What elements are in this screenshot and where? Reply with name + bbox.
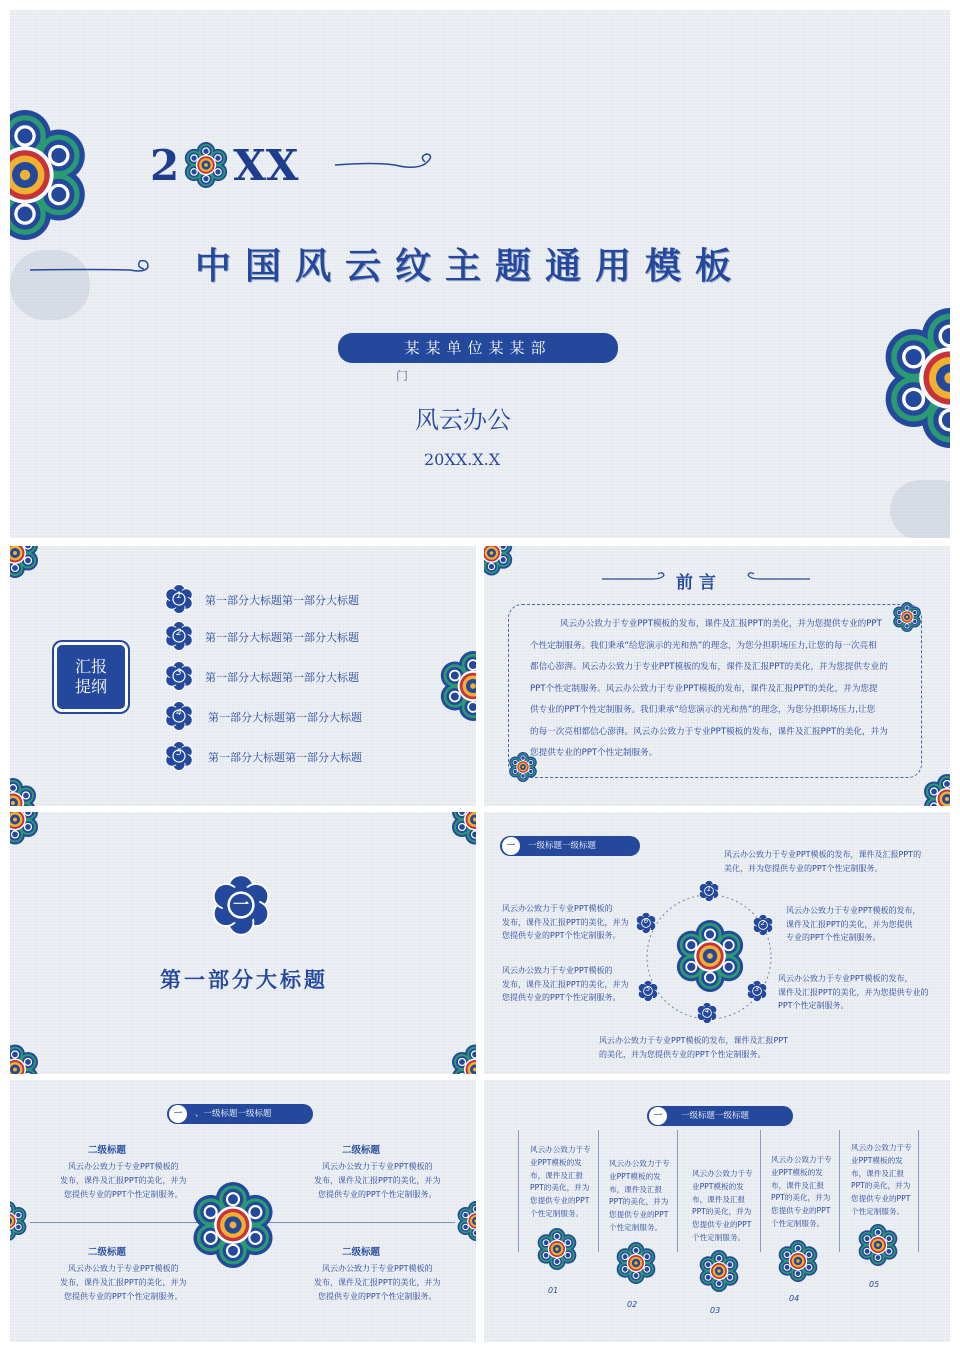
- flower-icon: [536, 1228, 578, 1270]
- column-text: [609, 1158, 670, 1235]
- cycle-text-line: PPT个性定制服务。: [778, 1001, 849, 1010]
- column-text-line: 业PPT模板的发: [609, 1171, 661, 1181]
- cloud-shape: [890, 480, 950, 538]
- toc-item-label[interactable]: 第一部分大标题第一部分大标题: [205, 631, 359, 644]
- toc-item-label[interactable]: 第一部分大标题第一部分大标题: [205, 671, 359, 684]
- column-text-line: 布，课件及汇报: [530, 1170, 584, 1180]
- cover-slide: [10, 10, 950, 538]
- column-text-line: 风云办公致力于专: [609, 1159, 670, 1168]
- column-divider: [598, 1130, 599, 1252]
- flower-icon: [777, 1240, 819, 1282]
- corner-flower-icon: [438, 646, 476, 726]
- preface-line: 供专业的PPT个性定制服务。我们秉承“给您演示的光和热”的理念，为您分担职场压力,让您: [530, 705, 876, 715]
- column-divider: [839, 1130, 840, 1252]
- toc-item-label[interactable]: 第一部分大标题第一部分大标题: [205, 594, 359, 607]
- flower-icon: [615, 1242, 657, 1284]
- tag-num: 一: [502, 837, 520, 855]
- corner-flower-icon: [450, 1042, 476, 1074]
- section-title: 第一部分大标题: [160, 968, 328, 992]
- toc-item-label[interactable]: 第一部分大标题第一部分大标题: [208, 751, 362, 764]
- corner-flower-icon: [10, 1042, 40, 1074]
- tag-label: 一级标题一级标题: [528, 841, 597, 851]
- cycle-text-line: 课件及汇报PPT的美化，并为您提供专业的: [778, 987, 929, 997]
- title-swirl-right-icon: [740, 571, 810, 587]
- year-flower-icon: [183, 142, 229, 188]
- cycle-text-block: [502, 964, 629, 1005]
- quad-heading: 二级标题: [342, 1247, 381, 1258]
- swirl-line-icon: [335, 150, 455, 180]
- cycle-text-block: [502, 902, 629, 943]
- quad-body: [314, 1160, 441, 1202]
- year-title: [150, 140, 298, 190]
- quad-body: [60, 1160, 187, 1202]
- cycle-text-line: 风云办公致力于专业PPT模板的: [502, 966, 613, 975]
- cycle-node-num: 3: [754, 985, 760, 993]
- column-text-line: 风云办公致力于专: [851, 1143, 912, 1152]
- quad-body-line: 您提供专业的PPT个性定制服务。: [64, 1190, 183, 1199]
- column-text-line: 业PPT模板的发: [692, 1181, 744, 1191]
- toc-item-num: 5: [176, 748, 182, 758]
- column-num: 03: [710, 1306, 721, 1315]
- flower-icon: [698, 1250, 740, 1292]
- corner-flower-icon: [10, 1198, 28, 1244]
- section-num: 一: [232, 895, 249, 914]
- preface-line: 都信心澎湃。风云办公致力于专业PPT模板的发布，课件及汇报PPT的美化，并为您提供专业的: [530, 662, 888, 672]
- quad-slide: [10, 1080, 476, 1342]
- cycle-text-line: 发布，课件及汇报PPT的美化，并为: [502, 979, 629, 989]
- unit-line2: 门: [396, 369, 409, 383]
- column-text-line: 布，课件及汇报: [771, 1180, 825, 1190]
- cycle-text-line: 风云办公致力于专业PPT模板的发布，课件及汇报PPT: [599, 1036, 789, 1045]
- preface-line: PPT个性定制服务。风云办公致力于专业PPT模板的发布，课件及汇报PPT的美化，并为您提: [530, 683, 878, 694]
- column-text-line: 风云办公致力于专: [692, 1169, 753, 1178]
- title-tag: [647, 1106, 793, 1126]
- toc-item-num: 3: [176, 668, 182, 678]
- column-text-line: PPT的美化，并为: [771, 1193, 831, 1203]
- column-text-line: 业PPT模板的发: [771, 1167, 823, 1177]
- columns-slide: [484, 1080, 950, 1342]
- quad-center-flower-icon: [190, 1182, 276, 1268]
- year-suffix: XX: [233, 140, 299, 190]
- column-divider: [918, 1130, 919, 1252]
- corner-flower-icon: [10, 778, 38, 806]
- column-text-line: 布，课件及汇报: [851, 1168, 905, 1178]
- column-text-line: 个性定制服务。: [530, 1208, 584, 1218]
- column-text: [851, 1142, 912, 1219]
- quad-body-line: 风云办公致力于专业PPT模板的: [68, 1162, 179, 1171]
- quad-body-line: 发布，课件及汇报PPT的美化，并为: [60, 1278, 187, 1287]
- corner-flower-icon: [10, 95, 90, 255]
- cycle-text-line: 风云办公致力于专业PPT模板的发布，课件及汇报PPT的: [724, 850, 922, 859]
- cycle-node-num: 4: [704, 1007, 710, 1015]
- quad-heading: 二级标题: [342, 1145, 381, 1156]
- column-text-line: 您提供专业的PPT: [771, 1206, 831, 1216]
- column-text-line: 您提供专业的PPT: [530, 1196, 590, 1206]
- toc-slide: [10, 546, 476, 806]
- unit-pill: [338, 333, 618, 363]
- column-text-line: 业PPT模板的发: [530, 1157, 582, 1167]
- cycle-text-line: 课件及汇报PPT的美化，并为您提供: [786, 919, 913, 929]
- quad-heading: 二级标题: [88, 1247, 127, 1258]
- column-text-line: 您提供专业的PPT: [851, 1194, 911, 1204]
- quad-body: [60, 1262, 187, 1304]
- toc-badge: [54, 642, 128, 712]
- column-text-line: 业PPT模板的发: [851, 1155, 903, 1165]
- company-name: 风云办公: [415, 406, 511, 434]
- cycle-text-line: 风云办公致力于专业PPT模板的发布，: [778, 974, 913, 983]
- column-text-line: 风云办公致力于专: [530, 1145, 591, 1154]
- column-num: 02: [627, 1300, 638, 1309]
- column-text-line: 个性定制服务。: [771, 1218, 825, 1228]
- main-title: 中国风云纹主题通用模板: [195, 245, 746, 287]
- column-text-line: 个性定制服务。: [851, 1206, 905, 1216]
- corner-flower-icon: [922, 774, 950, 806]
- column-text-line: PPT的美化，并为: [851, 1181, 911, 1191]
- toc-item-num: 2: [176, 628, 182, 638]
- cycle-text-line: 发布，课件及汇报PPT的美化，并为: [502, 917, 629, 927]
- corner-flower-icon: [484, 546, 514, 578]
- quad-body-line: 您提供专业的PPT个性定制服务。: [318, 1292, 437, 1301]
- cycle-text-line: 美化，并为您提供专业的PPT个性定制服务。: [724, 863, 883, 873]
- quad-body-line: 发布，课件及汇报PPT的美化，并为: [314, 1176, 441, 1185]
- preface-line: 您提供专业的PPT个性定制服务。: [530, 748, 658, 758]
- preface-line: 的每一次亮相都信心澎湃。风云办公致力于专业PPT模板的发布，课件及汇报PPT的美化，并为: [530, 726, 888, 737]
- toc-item-num: 4: [176, 708, 182, 718]
- quad-body-line: 发布，课件及汇报PPT的美化，并为: [314, 1278, 441, 1287]
- column-text: [771, 1154, 832, 1231]
- quad-body-line: 发布，课件及汇报PPT的美化，并为: [60, 1176, 187, 1185]
- column-num: 04: [789, 1294, 800, 1303]
- quad-body-line: 您提供专业的PPT个性定制服务。: [64, 1292, 183, 1301]
- cycle-text-line: 风云办公致力于专业PPT模板的发布，: [786, 906, 921, 915]
- cycle-slide: [484, 812, 950, 1074]
- unit-line1: 某某单位某某部: [404, 339, 552, 357]
- column-num: 05: [869, 1280, 880, 1289]
- cycle-node-num: 2: [760, 919, 766, 927]
- tag-num: 一: [169, 1105, 187, 1123]
- quad-body-line: 风云办公致力于专业PPT模板的: [322, 1162, 433, 1171]
- column-text-line: 您提供专业的PPT: [609, 1210, 669, 1220]
- column-text-line: 您提供专业的PPT: [692, 1220, 752, 1230]
- cycle-text-line: 您提供专业的PPT个性定制服务。: [502, 993, 621, 1002]
- column-num: 01: [548, 1286, 559, 1295]
- quad-body: [314, 1262, 441, 1304]
- corner-flower-icon: [10, 546, 40, 578]
- cycle-node-num: 6: [643, 917, 649, 925]
- year-prefix: 2: [150, 140, 180, 190]
- cycle-text-block: [778, 972, 929, 1013]
- title-tag: [167, 1104, 313, 1124]
- preface-title: 前 言: [676, 573, 716, 593]
- section-slide: [10, 812, 476, 1074]
- corner-flower-icon: [450, 812, 476, 847]
- cycle-text-line: 风云办公致力于专业PPT模板的: [502, 904, 613, 913]
- cycle-center-flower-icon: [674, 920, 746, 992]
- preface-line: 风云办公致力于专业PPT模板的发布，课件及汇报PPT的美化，并为您提供专业的PPT: [560, 619, 882, 629]
- preface-slide: [484, 546, 950, 806]
- cycle-text-block: [599, 1034, 788, 1061]
- column-text-line: 布，课件及汇报: [609, 1184, 663, 1194]
- corner-flower-icon: [456, 1198, 476, 1244]
- swirl-line-icon: [30, 255, 170, 285]
- badge-line1: 汇报: [74, 657, 107, 676]
- corner-flower-icon: [880, 298, 950, 458]
- quad-body-line: 风云办公致力于专业PPT模板的: [68, 1264, 179, 1273]
- column-text-line: PPT的美化，并为: [609, 1197, 669, 1207]
- column-text: [530, 1144, 591, 1221]
- column-text-line: 布，课件及汇报: [692, 1194, 746, 1204]
- tag-label: 一级标题一级标题: [681, 1111, 750, 1121]
- badge-line2: 提纲: [74, 677, 107, 696]
- date-text: 20XX.X.X: [424, 450, 501, 469]
- cycle-text-line: 您提供专业的PPT个性定制服务。: [502, 931, 621, 940]
- column-text-line: PPT的美化，并为: [692, 1207, 752, 1217]
- tag-num: 一: [649, 1107, 667, 1125]
- cycle-text-line: 的美化，并为您提供专业的PPT个性定制服务。: [599, 1049, 766, 1059]
- column-text: [692, 1168, 753, 1245]
- title-swirl-left-icon: [602, 571, 672, 587]
- toc-item-label[interactable]: 第一部分大标题第一部分大标题: [208, 711, 362, 724]
- cycle-node-num: 5: [645, 985, 651, 993]
- flower-icon: [857, 1224, 899, 1266]
- toc-item-num: 1: [176, 591, 182, 601]
- cycle-text-block: [786, 904, 921, 945]
- cycle-text-line: 专业的PPT个性定制服务。: [786, 933, 881, 942]
- cycle-node-num: 1: [706, 885, 712, 893]
- preface-line: 个性定制服务。我们秉承“给您演示的光和热”的理念，为您分担职场压力,让您的每一次亮相: [530, 640, 877, 651]
- column-text-line: PPT的美化，并为: [530, 1183, 590, 1193]
- quad-body-line: 风云办公致力于专业PPT模板的: [322, 1264, 433, 1273]
- column-text-line: 风云办公致力于专: [771, 1155, 832, 1164]
- column-divider: [760, 1130, 761, 1252]
- column-divider: [518, 1130, 519, 1252]
- column-text-line: 个性定制服务。: [609, 1222, 663, 1232]
- column-divider: [677, 1130, 678, 1252]
- quad-heading: 二级标题: [88, 1145, 127, 1156]
- preface-body: [530, 614, 910, 765]
- title-tag: [500, 836, 640, 856]
- quad-body-line: 您提供专业的PPT个性定制服务。: [318, 1190, 437, 1199]
- cycle-text-block: [724, 848, 921, 875]
- column-text-line: 个性定制服务。: [692, 1232, 746, 1242]
- corner-flower-icon: [10, 812, 40, 847]
- tag-label: 、一级标题一级标题: [195, 1109, 272, 1119]
